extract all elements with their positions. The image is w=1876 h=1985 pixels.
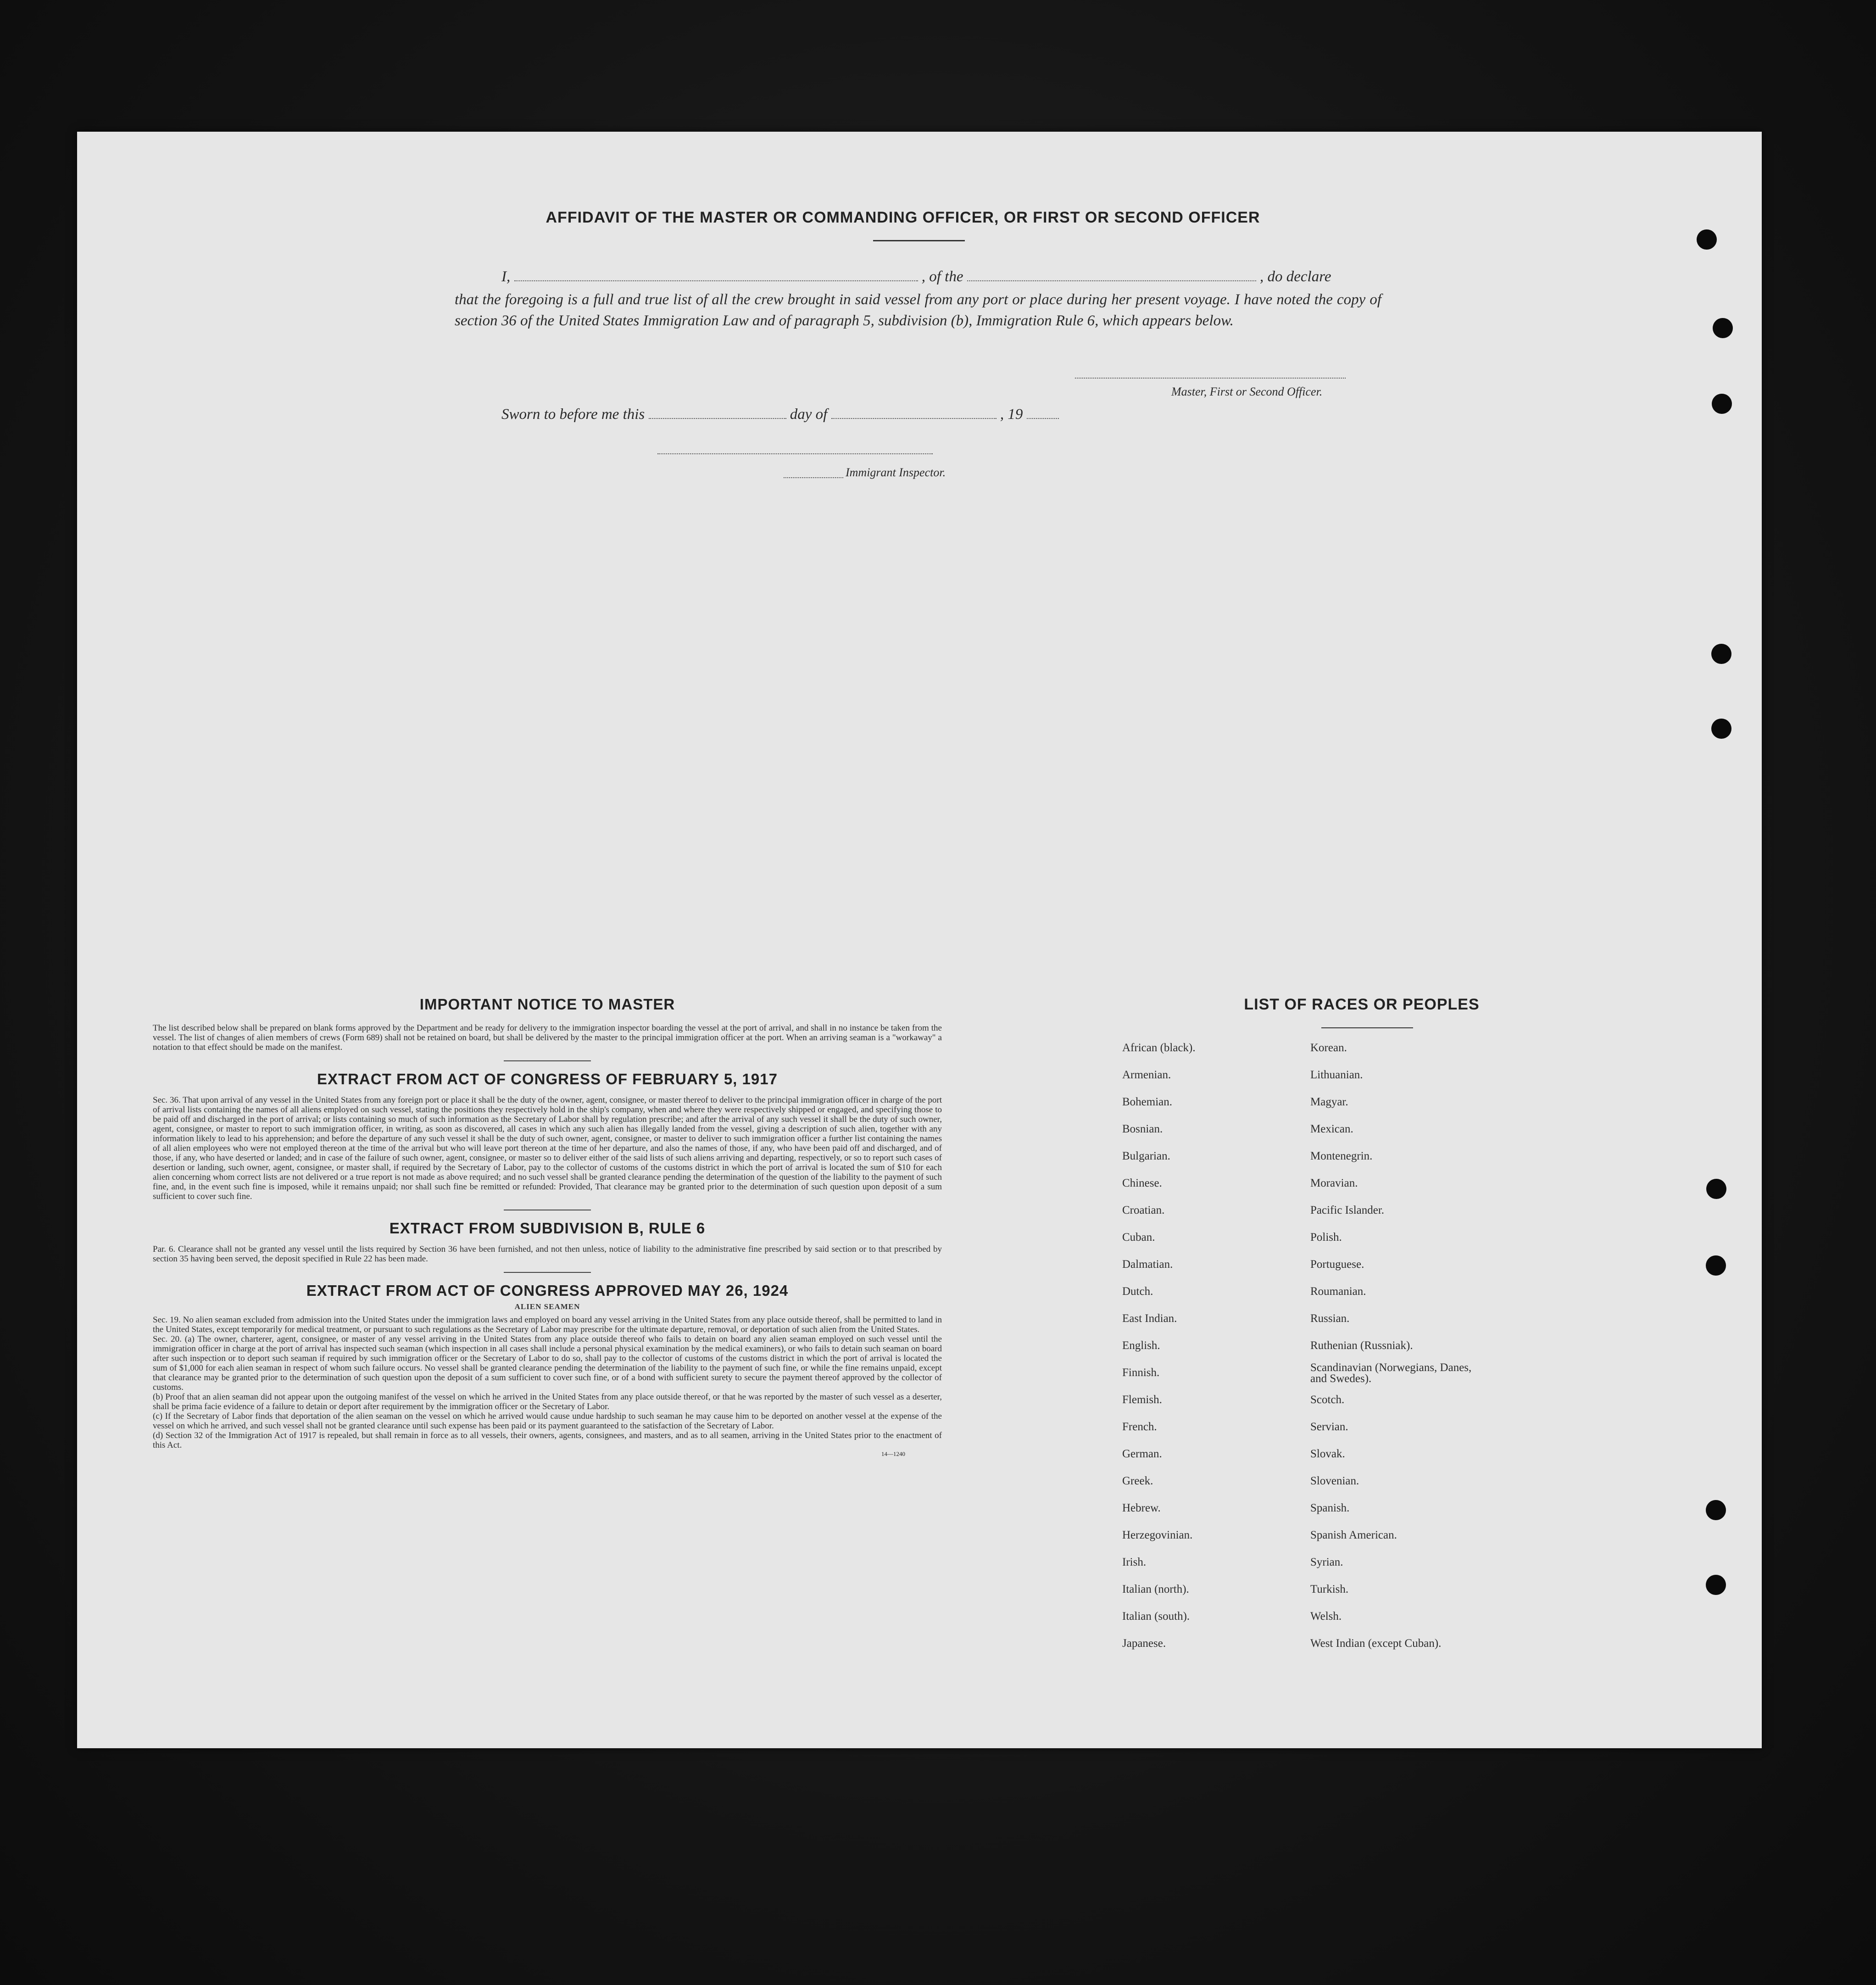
race-left-item: Greek. bbox=[1122, 1475, 1153, 1487]
race-right-item: Scandinavian (Norwegians, Danes, and Swedes). bbox=[1310, 1361, 1472, 1385]
inspector-dotted-lead bbox=[784, 465, 843, 478]
sworn-month-blank bbox=[831, 406, 996, 419]
race-right-item: Magyar. bbox=[1310, 1096, 1348, 1108]
extract-1924-paragraph: (c) If the Secretary of Labor finds that deportation of the alien seaman on the vessel on which he arrived would cause undue hardship to such seaman he may cause him to be deported on another vessel at the expense of the vessel on which he arrived, and such vessel shall not be granted clearance until such expense has been paid or its payment guaranteed to the satisfaction of the Secretary of Labor. bbox=[153, 1411, 942, 1431]
notice-title: IMPORTANT NOTICE TO MASTER bbox=[419, 996, 675, 1013]
race-right-item: Scotch. bbox=[1310, 1394, 1345, 1406]
race-left-item: Bosnian. bbox=[1122, 1123, 1163, 1135]
master-signature-label: Master, First or Second Officer. bbox=[1171, 385, 1323, 398]
do-declare-label: , do declare bbox=[1259, 268, 1331, 285]
race-left-item: Bulgarian. bbox=[1122, 1150, 1170, 1162]
races-title-underline bbox=[1321, 1027, 1413, 1028]
race-right-item: Lithuanian. bbox=[1310, 1069, 1363, 1081]
notice-column bbox=[153, 996, 942, 1458]
race-right-item: Pacific Islander. bbox=[1310, 1204, 1385, 1216]
section-divider bbox=[504, 1060, 591, 1061]
race-left-item: Chinese. bbox=[1122, 1177, 1162, 1189]
race-right-item: Polish. bbox=[1310, 1231, 1342, 1243]
race-left-item: German. bbox=[1122, 1448, 1162, 1460]
race-left-item: East Indian. bbox=[1122, 1312, 1177, 1325]
race-right-item: Moravian. bbox=[1310, 1177, 1358, 1189]
extract-1924-title: EXTRACT FROM ACT OF CONGRESS APPROVED MAY 26, 1924 bbox=[306, 1282, 789, 1299]
races-title: LIST OF RACES OR PEOPLES bbox=[1244, 996, 1480, 1013]
sworn-line bbox=[501, 406, 1059, 423]
race-left-item: Dutch. bbox=[1122, 1285, 1153, 1298]
punch-hole bbox=[1712, 394, 1732, 414]
punch-hole bbox=[1713, 318, 1733, 338]
document-sheet bbox=[77, 132, 1762, 1748]
inspector-signature-line bbox=[657, 441, 933, 454]
race-right-item: Slovenian. bbox=[1310, 1475, 1359, 1487]
race-right-item: West Indian (except Cuban). bbox=[1310, 1637, 1442, 1650]
vessel-blank bbox=[967, 268, 1256, 281]
race-right-item: Portuguese. bbox=[1310, 1258, 1364, 1271]
race-left-item: French. bbox=[1122, 1421, 1157, 1433]
race-left-item: Italian (south). bbox=[1122, 1610, 1190, 1623]
notice-text: The list described below shall be prepared on blank forms approved by the Department and be ready for delivery to the immigration inspector boarding the vessel at the port of arrival, and shall in no instance be taken from the vessel. The list of changes of alien members of crews (Form 689) shall not be retained on board, but shall be delivered by the master to the principal immigration officer at the port. When an arriving seaman is a "workaway" a notation to that effect should be made on the manifest. bbox=[153, 1023, 942, 1052]
race-right-item: Spanish. bbox=[1310, 1502, 1350, 1514]
race-left-item: Japanese. bbox=[1122, 1637, 1166, 1650]
race-right-item: Roumanian. bbox=[1310, 1285, 1366, 1298]
sworn-prefix: Sworn to before me this bbox=[501, 406, 645, 423]
race-right-item: Russian. bbox=[1310, 1312, 1350, 1325]
race-left-item: Hebrew. bbox=[1122, 1502, 1161, 1514]
race-right-item: Ruthenian (Russniak). bbox=[1310, 1339, 1413, 1352]
race-right-item: Korean. bbox=[1310, 1042, 1347, 1054]
name-blank bbox=[514, 268, 918, 281]
alien-seamen-subtitle: ALIEN SEAMEN bbox=[514, 1302, 580, 1311]
race-left-item: Dalmatian. bbox=[1122, 1258, 1173, 1271]
section-divider bbox=[504, 1272, 591, 1273]
race-left-item: Italian (north). bbox=[1122, 1583, 1189, 1595]
sworn-day-of: day of bbox=[790, 406, 828, 423]
race-right-item: Mexican. bbox=[1310, 1123, 1353, 1135]
extract-1924-paragraph: (b) Proof that an alien seaman did not appear upon the outgoing manifest of the vessel on which he arrived in the United States from any place outside thereof, or that he was reported by the master of such vessel as a deserter, shall be prima facie evidence of a failure to detain or deport after requirement by the immigration officer or the Secretary of Labor. bbox=[153, 1392, 942, 1411]
extract-1917-title: EXTRACT FROM ACT OF CONGRESS OF FEBRUARY 5, 1917 bbox=[317, 1071, 778, 1087]
race-right-item: Servian. bbox=[1310, 1421, 1348, 1433]
race-right-item: Welsh. bbox=[1310, 1610, 1342, 1623]
race-left-item: Croatian. bbox=[1122, 1204, 1165, 1216]
race-left-item: Bohemian. bbox=[1122, 1096, 1173, 1108]
affidavit-paragraph: that the foregoing is a full and true list of all the crew brought in said vessel from any port or place during her present voyage. I have noted the copy of section 36 of the United States Immigration Law and of paragraph 5, subdivision (b), Immigration Rule 6, which appears below. bbox=[455, 291, 1381, 329]
of-the-label: , of the bbox=[921, 268, 963, 285]
race-left-item: Cuban. bbox=[1122, 1231, 1155, 1243]
extract-rule6-text: Par. 6. Clearance shall not be granted any vessel until the lists required by Section 36 have been furnished, and not then unless, notice of liability to the administrative fine prescribed by said section or to that prescribed by section 35 having been served, the deposit specified in Rule 22 has been made. bbox=[153, 1244, 942, 1264]
form-number: 14—1240 bbox=[881, 1450, 905, 1457]
punch-hole bbox=[1706, 1179, 1726, 1199]
extract-1917-text: Sec. 36. That upon arrival of any vessel in the United States from any foreign port or place it shall be the duty of the owner, agent, consignee, or master thereof to deliver to the principal immigration officer in charge of the port of arrival lists containing the names of all aliens employed on such vessel, stating the positions they respectively hold in the ship's company, when and where they were respectively shipped or engaged, and specifying those to be paid off and discharged in the port of arrival; or lists containing so much of such information as the Secretary of Labor shall by regulation prescribe; and after the arrival of any such vessel it shall be the duty of such owner, agent, consignee, or master to report to such immigration officer, in writing, as soon as discovered, all cases in which any such alien has illegally landed from the vessel, giving a description of such alien, together with any information likely to lead to his apprehension; and before the departure of any such vessel it shall be the duty of such owner, agent, consignee, or master to deliver to such immigration officer a further list containing the names of all alien employees who were not employed thereon at the time of the arrival but who will leave port thereon at the time of her departure, and also the names of those, if any, who have been paid off and discharged, and of those, if any, who have deserted or landed; and in case of the failure of such owner, agent, consignee, or master so to deliver either of the said lists of such aliens arriving and departing, respectively, or so to report such cases of desertion or landing, such owner, agent, consignee, or master shall, if required by the Secretary of Labor, pay to the collector of customs of the customs district in which the port of arrival is located the sum of $10 for each alien concerning whom correct lists are not delivered or a true report is not made as above required; and no such vessel shall be granted clearance pending the determination of the question of the liability to the payment of such fine, and, in the event such fine is imposed, while it remains unpaid; nor shall such fine be remitted or refunded: Provided, That clearance may be granted prior to the determination of such question upon deposit of a sum sufficient to cover such fine. bbox=[153, 1095, 942, 1201]
punch-hole bbox=[1706, 1575, 1726, 1595]
race-left-item: Finnish. bbox=[1122, 1366, 1160, 1379]
sworn-day-blank bbox=[649, 406, 786, 419]
race-left-item: Irish. bbox=[1122, 1556, 1147, 1568]
punch-hole bbox=[1706, 1500, 1726, 1520]
race-left-item: English. bbox=[1122, 1339, 1160, 1352]
extract-1924-paragraph: (d) Section 32 of the Immigration Act of 1917 is repealed, but shall remain in force as to all vessels, their owners, agents, consignees, and masters, and as to all seamen, arriving in the United States prior to the enactment of this Act. bbox=[153, 1431, 942, 1450]
affidavit-first-line bbox=[501, 268, 1331, 285]
punch-hole bbox=[1706, 1255, 1726, 1276]
affidavit-i-label: I, bbox=[501, 268, 511, 285]
extract-1924-paragraph: Sec. 20. (a) The owner, charterer, agent, consignee, or master of any vessel arriving in the United States from any place outside thereof who fails to detain on board any alien seaman employed on such vessel until the immigration officer in charge at the port of arrival has inspected such seaman (which inspection in all cases shall include a personal physical examination by the medical examiners), or who fails to detain such seaman on board after such inspection or to deport such seaman if required by such immigration officer or the Secretary of Labor to do so, shall pay to the collector of customs of the customs district in which the port of arrival is located the sum of $1,000 for each alien seaman in respect of whom such failure occurs. No vessel shall be granted clearance pending the determination of the liability to the payment of such fine, or while the fine remains unpaid, except that clearance may be granted prior to the determination of such question upon the deposit of a sum sufficient to cover such fine, or of a bond with sufficient surety to secure the payment thereof approved by the collector of customs. bbox=[153, 1334, 942, 1392]
affidavit-title: AFFIDAVIT OF THE MASTER OR COMMANDING OFFICER, OR FIRST OR SECOND OFFICER bbox=[546, 209, 1260, 226]
race-left-item: Flemish. bbox=[1122, 1394, 1162, 1406]
punch-hole bbox=[1697, 229, 1717, 250]
form-number-row bbox=[153, 1450, 942, 1458]
extract-rule6-title: EXTRACT FROM SUBDIVISION B, RULE 6 bbox=[389, 1220, 706, 1237]
sworn-year: , 19 bbox=[1000, 406, 1023, 423]
inspector-label: Immigrant Inspector. bbox=[846, 466, 946, 479]
race-right-item: Syrian. bbox=[1310, 1556, 1343, 1568]
title-underline bbox=[873, 240, 965, 241]
race-right-item: Turkish. bbox=[1310, 1583, 1349, 1595]
punch-hole bbox=[1711, 644, 1731, 664]
race-right-item: Montenegrin. bbox=[1310, 1150, 1373, 1162]
master-signature-line bbox=[1075, 366, 1346, 379]
punch-hole bbox=[1711, 719, 1731, 739]
race-right-item: Spanish American. bbox=[1310, 1529, 1397, 1541]
race-left-item: African (black). bbox=[1122, 1042, 1196, 1054]
extract-1924-paragraph: Sec. 19. No alien seaman excluded from admission into the United States under the immigration laws and employed on board any vessel arriving in the United States from any place outside thereof, shall be permitted to land in the United States, except temporarily for medical treatment, or pursuant to such regulations as the Secretary of Labor may prescribe for the ultimate departure, removal, or deportation of such alien from the United States. bbox=[153, 1315, 942, 1334]
race-left-item: Armenian. bbox=[1122, 1069, 1171, 1081]
race-left-item: Herzegovinian. bbox=[1122, 1529, 1193, 1541]
sworn-year-blank bbox=[1027, 406, 1059, 419]
race-right-item: Slovak. bbox=[1310, 1448, 1345, 1460]
